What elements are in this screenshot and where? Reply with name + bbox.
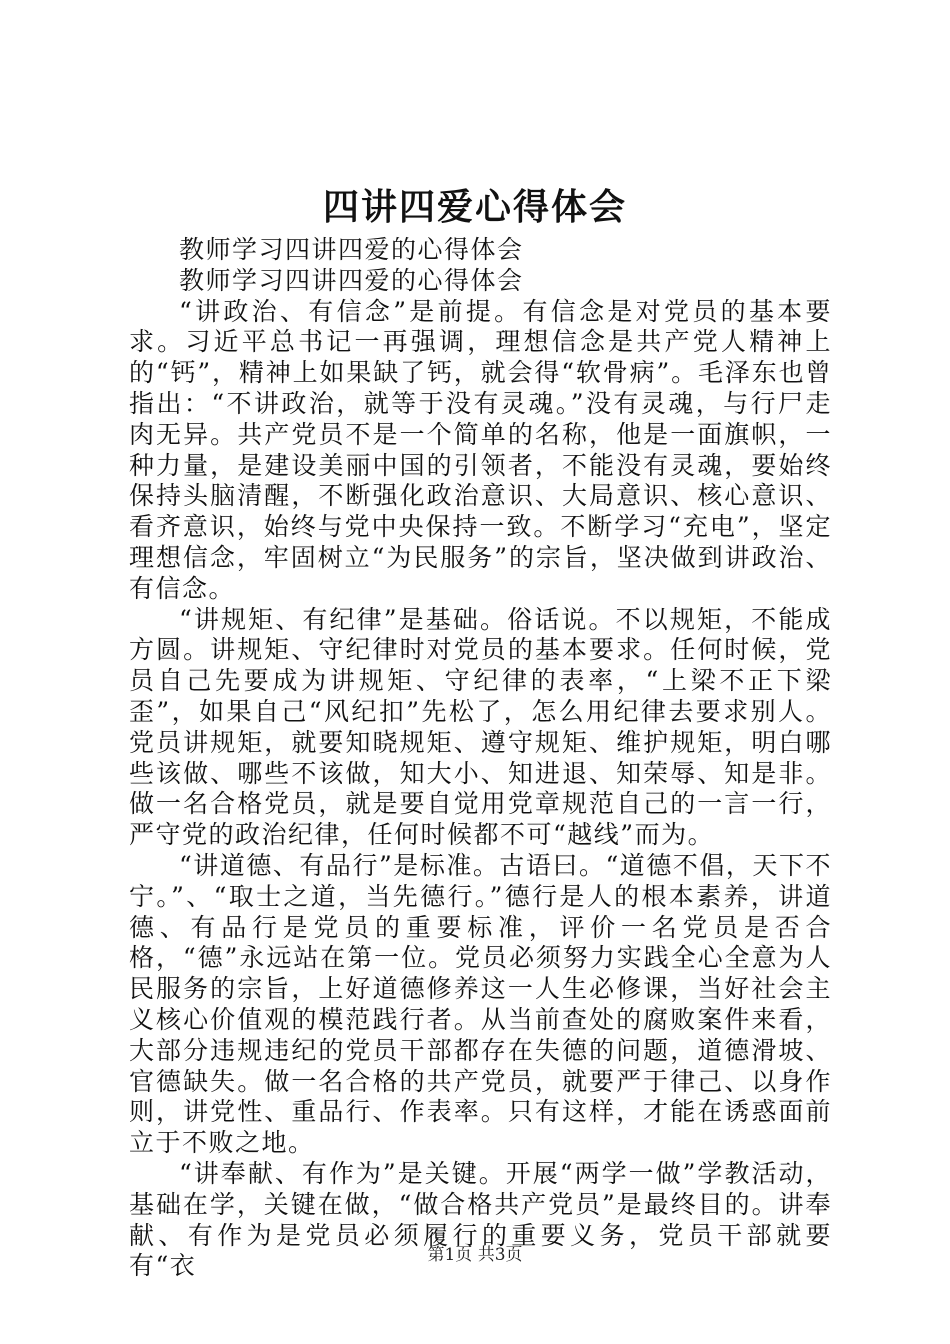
- paragraph-subtitle-2: 教师学习四讲四爱的心得体会: [179, 265, 524, 295]
- paragraph-subtitle-1: 教师学习四讲四爱的心得体会: [179, 235, 524, 264]
- document-body: [129, 235, 832, 1282]
- document-title: 四讲四爱心得体会: [322, 186, 627, 228]
- paragraph-dedication: “讲奉献、有作为”是关键。开展“两学一做”学教活动，基础在学，关键在做，“做合格共产党员”是最终目的。讲奉献、有作为是党员必须履行的重要义务，党员干部就要有“衣: [129, 1158, 832, 1281]
- paragraph-morality: “讲道德、有品行”是标准。古语曰。“道德不倡，天下不宁。”、“取士之道，当先德行。”德行是人的根本素养，讲道德、有品行是党员的重要标准，评价一名党员是否合格，“德”永远站在第一位。党员必须努力实践全心全意为人民服务的宗旨，上好道德修养这一人生必修课，当好社会主义核心价值观的模范践行者。从当前查处的腐败案件来看，大部分违规违纪的党员干部都存在失德的问题，道德滑坡、官德缺失。做一名合格的共产党员，就要严于律己、以身作则，讲党性、重品行、作表率。只有这样，才能在诱惑面前立于不败之地。: [129, 850, 832, 1158]
- paragraph-politics: “讲政治、有信念”是前提。有信念是对党员的基本要求。习近平总书记一再强调，理想信念是共产党人精神上的“钙”，精神上如果缺了钙，就会得“软骨病”。毛泽东也曾指出：“不讲政治，就等于没有灵魂。”没有灵魂，与行尸走肉无异。共产党员不是一个简单的名称，他是一面旗帜，一种力量，是建设美丽中国的引领者，不能没有灵魂，要始终保持头脑清醒，不断强化政治意识、大局意识、核心意识、看齐意识，始终与党中央保持一致。不断学习“充电”，坚定理想信念，牢固树立“为民服务”的宗旨，坚决做到讲政治、有信念。: [129, 296, 832, 603]
- paragraph-rules: “讲规矩、有纪律”是基础。俗话说。不以规矩，不能成方圆。讲规矩、守纪律时对党员的基本要求。任何时候，党员自己先要成为讲规矩、守纪律的表率，“上梁不正下梁歪”，如果自己“风纪扣”先松了，怎么用纪律去要求别人。党员讲规矩，就要知晓规矩、遵守规矩、维护规矩，明白哪些该做、哪些不该做，知大小、知进退、知荣辱、知是非。做一名合格党员，就是要自觉用党章规范自己的一言一行，严守党的政治纪律，任何时候都不可“越线”而为。: [129, 604, 832, 850]
- page-number-footer: 第1页 共3页: [427, 1245, 523, 1265]
